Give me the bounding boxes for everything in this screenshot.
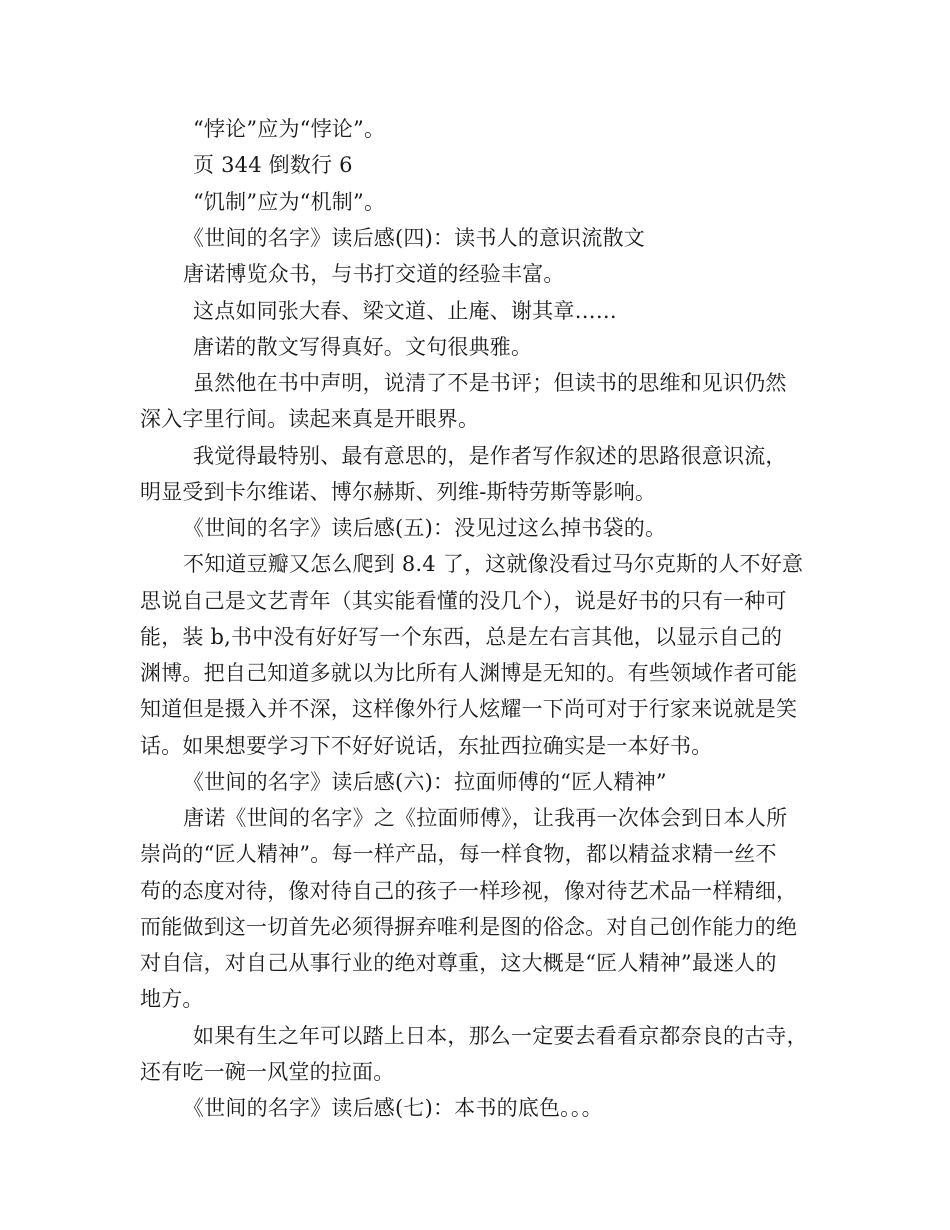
text-line: “饥制”应为“机制”。: [193, 190, 386, 214]
text-line: 页 344 倒数行 6: [193, 153, 353, 177]
text-line: 崇尚的“匠人精神”。每一样产品，每一样食物，都以精益求精一丝不: [140, 842, 777, 866]
text-line: 深入字里行间。读起来真是开眼界。: [140, 407, 480, 431]
text-line: 明显受到卡尔维诺、博尔赫斯、列维-斯特劳斯等影响。: [140, 480, 657, 504]
section-heading: 《世间的名字》读后感(七)：本书的底色。。。: [183, 1096, 603, 1120]
text-line: 渊博。把自己知道多就以为比所有人渊博是无知的。有些领域作者可能: [140, 661, 798, 685]
text-line: 苟的态度对待，像对待自己的孩子一样珍视，像对待艺术品一样精细，: [140, 879, 798, 903]
text-line: 唐诺《世间的名字》之《拉面师傅》，让我再一次体会到日本人所: [183, 806, 788, 830]
section-heading: 《世间的名字》读后感(六)：拉面师傅的“匠人精神”: [183, 770, 667, 794]
text-line: 这点如同张大春、梁文道、止庵、谢其章……: [193, 299, 617, 323]
text-line: 话。如果想要学习下不好好说话，东扯西拉确实是一本好书。: [140, 734, 713, 758]
text-line: 虽然他在书中声明，说清了不是书评；但读书的思维和见识仍然: [193, 371, 787, 395]
text-line: 思说自己是文艺青年（其实能看懂的没几个），说是好书的只有一种可: [140, 589, 787, 613]
text-line: “悖论”应为“悖论”。: [193, 117, 386, 141]
text-line: 地方。: [140, 987, 204, 1011]
section-heading: 《世间的名字》读后感(五)：没见过这么掉书袋的。: [183, 516, 667, 540]
text-line: 对自信，对自己从事行业的绝对尊重，这大概是“匠人精神”最迷人的: [140, 951, 777, 975]
text-line: 还有吃一碗一风堂的拉面。: [140, 1060, 395, 1084]
section-heading: 《世间的名字》读后感(四)：读书人的意识流散文: [183, 226, 645, 250]
text-line: 唐诺的散文写得真好。文句很典雅。: [193, 335, 533, 359]
text-line: 而能做到这一切首先必须得摒弃唯利是图的俗念。对自己创作能力的绝: [140, 915, 798, 939]
text-line: 不知道豆瓣又怎么爬到 8.4 了，这就像没看过马尔克斯的人不好意: [183, 552, 804, 576]
text-line: 唐诺博览众书，与书打交道的经验丰富。: [183, 262, 565, 286]
text-line: 我觉得最特别、最有意思的，是作者写作叙述的思路很意识流，: [193, 444, 787, 468]
text-line: 如果有生之年可以踏上日本，那么一定要去看看京都奈良的古寺，: [193, 1024, 808, 1048]
text-line: 能，装 b,书中没有好好写一个东西，总是左右言其他，以显示自己的: [140, 625, 783, 649]
text-line: 知道但是摄入并不深，这样像外行人炫耀一下尚可对于行家来说就是笑: [140, 697, 798, 721]
